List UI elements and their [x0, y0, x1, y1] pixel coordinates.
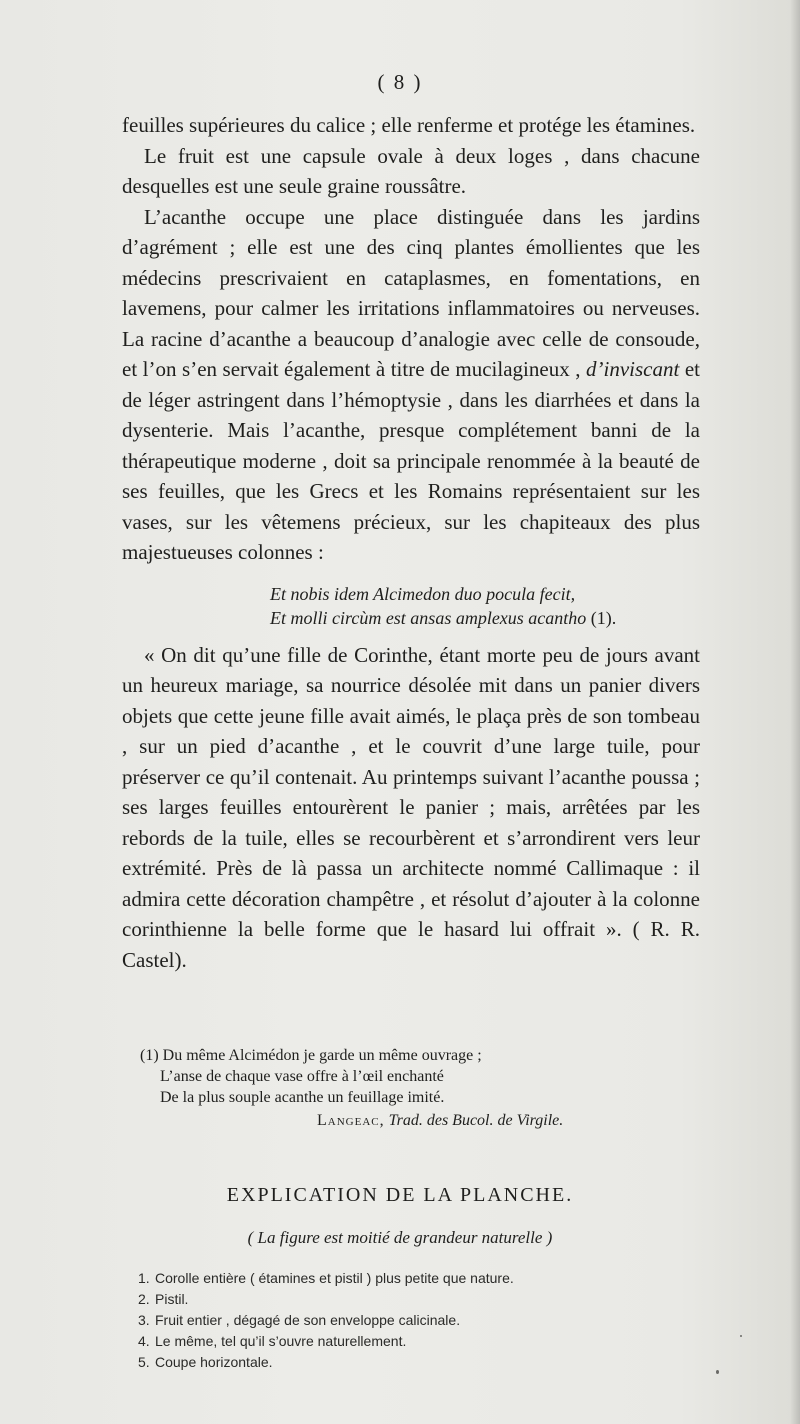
- legend-number: 5.: [138, 1354, 150, 1370]
- paragraph-1: feuilles supérieures du calice ; elle renferme et protége les étamines.: [122, 113, 696, 137]
- page-number: ( 8 ): [377, 70, 423, 94]
- verse-line-2: [270, 606, 700, 630]
- footnote-work: Trad. des Bucol. de Virgile.: [388, 1112, 564, 1129]
- footnote-line-3: De la plus souple acanthe un feuillage imité.: [160, 1089, 445, 1106]
- legend-text: Le même, tel qu’il s’ouvre naturellement.: [155, 1333, 407, 1349]
- main-text: [122, 110, 700, 975]
- footnote-attribution: [140, 1110, 700, 1131]
- legend-item: [138, 1352, 698, 1373]
- legend-text: Fruit entier , dégagé de son enveloppe calicinale.: [155, 1312, 461, 1328]
- paragraph-3: [122, 202, 700, 568]
- paper-speck: [740, 1335, 742, 1337]
- legend-item: [138, 1331, 698, 1352]
- legend-item: [138, 1310, 698, 1331]
- legend-item: [138, 1289, 698, 1310]
- footnote-line-1: (1) Du même Alcimédon je garde un même ouvrage ;: [140, 1047, 482, 1064]
- verse-line-2-text: Et molli circùm est ansas amplexus acantho: [270, 607, 587, 628]
- paragraph-3-part-1: L’acanthe occupe une place distinguée dans les jardins d’agrément ; elle est une des cinq plantes émollientes que les médecins prescrivaient en cataplasmes, en fomentations, en lavemens, pour calmer les irritations inflammatoires ou nerveuses. La racine d’acanthe a beaucoup d’analogie avec celle de consoude, et l’on s’en servait également à titre de mucilagineux ,: [122, 204, 700, 381]
- verse-line-1: Et nobis idem Alcimedon duo pocula fecit,: [270, 583, 576, 604]
- plate-legend: [138, 1268, 698, 1373]
- verse-note-ref: (1).: [590, 607, 617, 628]
- footnote: [140, 1045, 700, 1131]
- legend-number: 4.: [138, 1333, 150, 1349]
- footnote-author: Langeac,: [317, 1112, 385, 1129]
- legend-number: 1.: [138, 1270, 150, 1286]
- footnote-line-2: L’anse de chaque vase offre à l’œil enchanté: [160, 1068, 444, 1085]
- legend-text: Coupe horizontale.: [155, 1354, 273, 1370]
- section-heading: EXPLICATION DE LA PLANCHE.: [226, 1184, 574, 1206]
- inviscant-word: d’inviscant: [586, 357, 680, 381]
- latin-verse: [122, 582, 700, 630]
- paper-speck: [716, 1370, 719, 1374]
- legend-text: Corolle entière ( étamines et pistil ) plus petite que nature.: [155, 1270, 514, 1286]
- paragraph-3-part-2: et de léger astringent dans l’hémoptysie , dans les diarrhées et dans la dysenterie. Mais l’acanthe, presque complétement banni de la thérapeutique moderne , doit sa principale renommée à la beauté de ses feuilles, que les Grecs et les Romains représentaient sur les vases, sur les vêtemens précieux, sur les chapiteaux des plus majestueuses colonnes :: [122, 357, 701, 564]
- legend-item: [138, 1268, 698, 1289]
- legend-text: Pistil.: [155, 1291, 189, 1307]
- page-edge-shadow: [790, 0, 800, 1424]
- paragraph-2: Le fruit est une capsule ovale à deux loges , dans chacune desquelles est une seule graine roussâtre.: [122, 143, 700, 198]
- legend-number: 2.: [138, 1291, 150, 1307]
- legend-number: 3.: [138, 1312, 150, 1328]
- quote-paragraph: « On dit qu’une fille de Corinthe, étant morte peu de jours avant un heureux mariage, sa nourrice désolée mit dans un panier divers objets que cette jeune fille avait aimés, le plaça près de son tombeau , sur un pied d’acanthe , et le couvrit d’une large tuile, pour préserver ce qu’il contenait. Au printemps suivant l’acanthe poussa ; ses larges feuilles entourèrent le panier ; mais, arrêtées par les rebords de la tuile, elles se recourbèrent et s’arrondirent vers leur extrémité. Près de là passa un architecte nommé Callimaque : il admira cette décoration champêtre , et résolut d’ajouter à la colonne corinthienne la belle forme que le hasard lui offrait ». ( R. R. Castel).: [122, 642, 700, 972]
- section-subheading: ( La figure est moitié de grandeur naturelle ): [247, 1228, 553, 1247]
